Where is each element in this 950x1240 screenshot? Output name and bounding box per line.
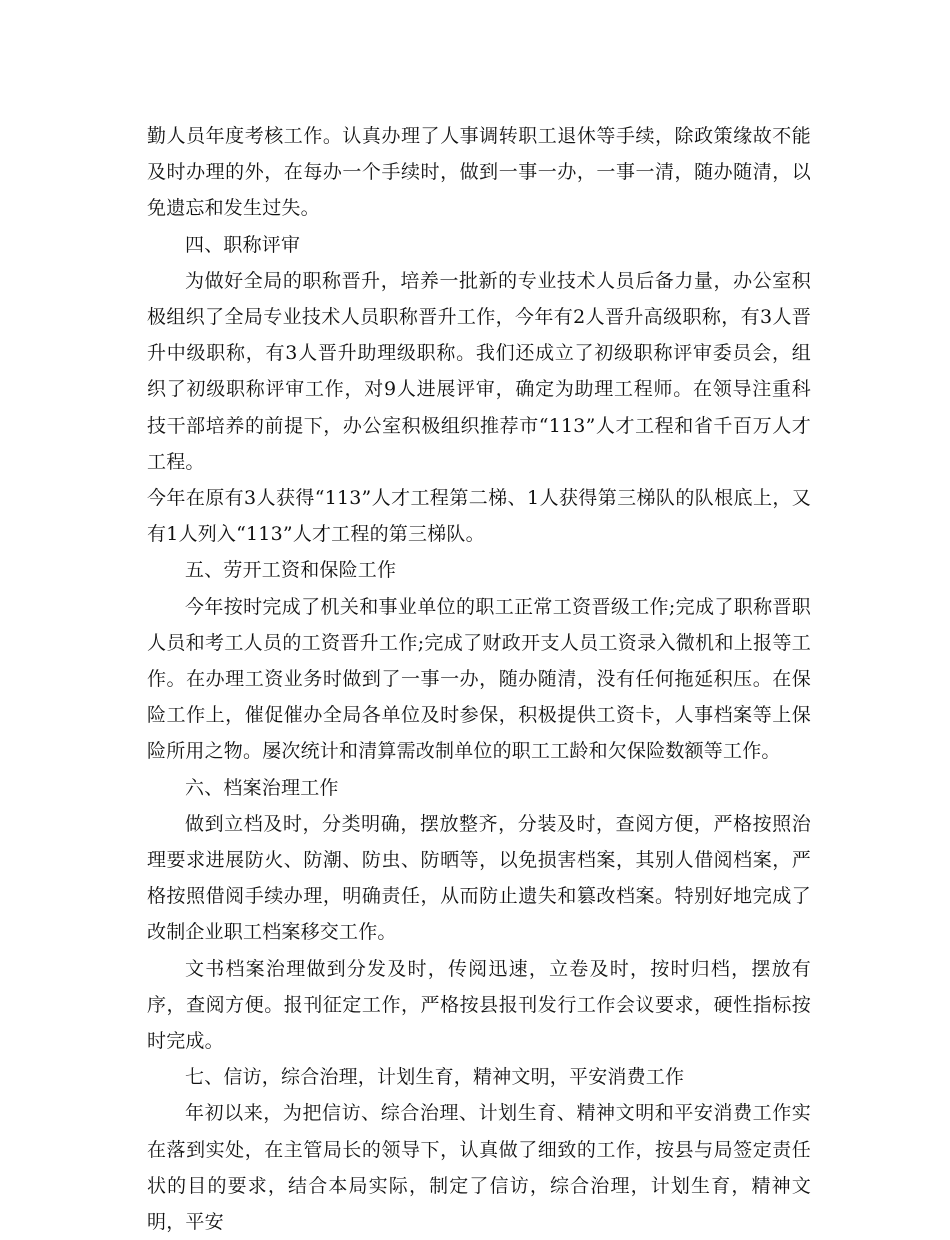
paragraph-talent-project: 今年在原有3人获得“113”人才工程第二梯、1人获得第三梯队的队根底上，又有1人列入“113”人才工程的第三梯队。 bbox=[147, 487, 811, 546]
section-heading-wages-insurance: 五、劳开工资和保险工作 bbox=[185, 559, 397, 582]
section-heading-archives: 六、档案治理工作 bbox=[185, 776, 339, 799]
paragraph-document-archives: 文书档案治理做到分发及时，传阅迅速，立卷及时，按时归档，摆放有序，查阅方便。报刊征定工作，严格按县报刊发行工作会议要求，硬性指标按时完成。 bbox=[147, 957, 811, 1053]
paragraph-petitions-safety: 年初以来，为把信访、综合治理、计划生育、精神文明和平安消费工作实在落到实处，在主管局长的领导下，认真做了细致的工作，按县与局签定责任状的目的要求，结合本局实际，制定了信访，综合治理，计划生育，精神文明，平安 bbox=[147, 1102, 811, 1234]
paragraph-wages-insurance: 今年按时完成了机关和事业单位的职工正常工资晋级工作;完成了职称晋职人员和考工人员的工资晋升工作;完成了财政开支人员工资录入微机和上报等工作。在办理工资业务时做到了一事一办，随办随清，没有任何拖延积压。在保险工作上，催促催办全局各单位及时参保，积极提供工资卡，人事档案等上保险所用之物。屡次统计和清算需改制单位的职工工龄和欠保险数额等工作。 bbox=[147, 595, 811, 763]
paragraph-archives: 做到立档及时，分类明确，摆放整齐，分装及时，查阅方便，严格按照治理要求进展防火、防潮、防虫、防晒等，以免损害档案，其别人借阅档案，严格按照借阅手续办理，明确责任，从而防止遗失和篡改档案。特别好地完成了改制企业职工档案移交工作。 bbox=[147, 812, 811, 944]
section-heading-petitions-safety: 七、信访，综合治理，计划生育，精神文明，平安消费工作 bbox=[185, 1066, 685, 1089]
paragraph-title-review: 为做好全局的职称晋升，培养一批新的专业技术人员后备力量，办公室积极组织了全局专业技术人员职称晋升工作，今年有2人晋升高级职称，有3人晋升中级职称，有3人晋升助理级职称。我们还成立了初级职称评审委员会，组织了初级职称评审工作，对9人进展评审，确定为助理工程师。在领导注重科技干部培养的前提下，办公室积极组织推荐市“113”人才工程和省千百万人才工程。 bbox=[147, 269, 811, 473]
document-body bbox=[147, 118, 811, 1240]
paragraph-personnel-work-continued: 勤人员年度考核工作。认真办理了人事调转职工退休等手续，除政策缘故不能及时办理的外，在每办一个手续时，做到一事一办，一事一清，随办随清，以免遗忘和发生过失。 bbox=[147, 125, 811, 220]
section-heading-title-review: 四、职称评审 bbox=[185, 233, 301, 256]
